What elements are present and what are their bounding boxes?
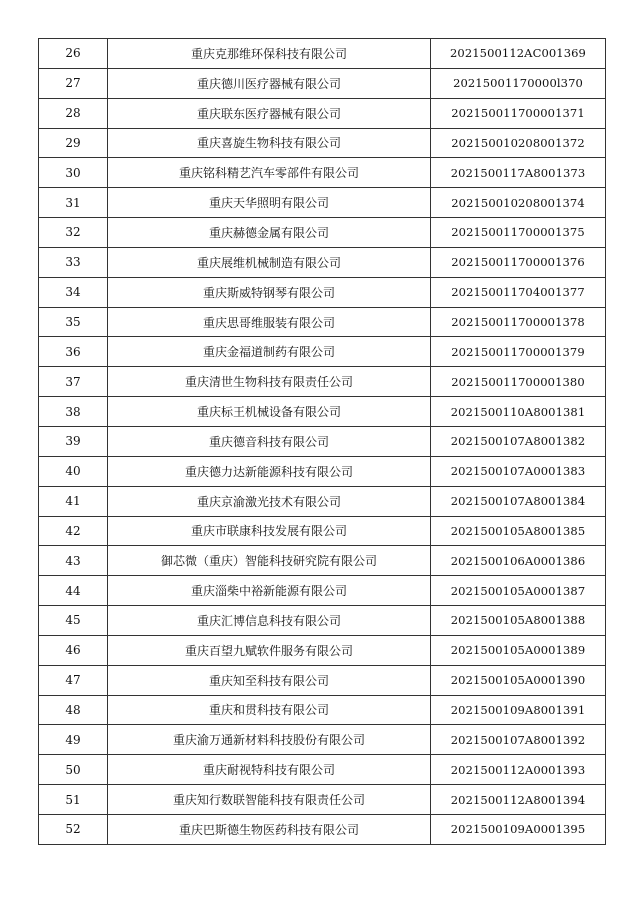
company-name: 重庆德力达新能源科技有限公司 bbox=[108, 456, 431, 486]
table-row bbox=[39, 307, 606, 337]
company-name: 重庆市联康科技发展有限公司 bbox=[108, 516, 431, 546]
row-index: 28 bbox=[39, 98, 108, 128]
table-row bbox=[39, 247, 606, 277]
row-index: 46 bbox=[39, 635, 108, 665]
company-name: 重庆克那维环保科技有限公司 bbox=[108, 39, 431, 69]
row-index: 43 bbox=[39, 546, 108, 576]
registration-code: 2021500105A8001388 bbox=[431, 606, 606, 636]
row-index: 42 bbox=[39, 516, 108, 546]
table-row bbox=[39, 814, 606, 844]
company-name: 重庆淄柴中裕新能源有限公司 bbox=[108, 576, 431, 606]
row-index: 51 bbox=[39, 785, 108, 815]
table-row bbox=[39, 516, 606, 546]
row-index: 30 bbox=[39, 158, 108, 188]
table-row bbox=[39, 576, 606, 606]
table-row bbox=[39, 665, 606, 695]
company-name: 重庆知至科技有限公司 bbox=[108, 665, 431, 695]
registration-code: 202150011700001376 bbox=[431, 247, 606, 277]
registration-code: 2021500117A8001373 bbox=[431, 158, 606, 188]
row-index: 49 bbox=[39, 725, 108, 755]
company-name: 重庆知行数联智能科技有限责任公司 bbox=[108, 785, 431, 815]
company-name: 重庆渝万通新材料科技股份有限公司 bbox=[108, 725, 431, 755]
company-name: 重庆展维机械制造有限公司 bbox=[108, 247, 431, 277]
row-index: 50 bbox=[39, 755, 108, 785]
row-index: 41 bbox=[39, 486, 108, 516]
company-name: 重庆思哥维服装有限公司 bbox=[108, 307, 431, 337]
registration-code: 2021500107A8001382 bbox=[431, 426, 606, 456]
table-row bbox=[39, 158, 606, 188]
row-index: 38 bbox=[39, 397, 108, 427]
registration-code: 2021500107A8001392 bbox=[431, 725, 606, 755]
row-index: 40 bbox=[39, 456, 108, 486]
registration-code: 2021500107A0001383 bbox=[431, 456, 606, 486]
table-row bbox=[39, 39, 606, 69]
table-row bbox=[39, 426, 606, 456]
row-index: 37 bbox=[39, 367, 108, 397]
registration-code: 2021500112A8001394 bbox=[431, 785, 606, 815]
registration-code: 2021500107A8001384 bbox=[431, 486, 606, 516]
registration-code: 2021500106A0001386 bbox=[431, 546, 606, 576]
company-name: 重庆德川医疗器械有限公司 bbox=[108, 68, 431, 98]
company-name: 重庆金福道制药有限公司 bbox=[108, 337, 431, 367]
registration-code: 202150011700001380 bbox=[431, 367, 606, 397]
row-index: 48 bbox=[39, 695, 108, 725]
company-name: 重庆巴斯德生物医药科技有限公司 bbox=[108, 814, 431, 844]
table-row bbox=[39, 785, 606, 815]
row-index: 31 bbox=[39, 188, 108, 218]
row-index: 44 bbox=[39, 576, 108, 606]
table-row bbox=[39, 68, 606, 98]
table-row bbox=[39, 188, 606, 218]
company-name: 重庆铭科精艺汽车零部件有限公司 bbox=[108, 158, 431, 188]
row-index: 26 bbox=[39, 39, 108, 69]
company-name: 重庆德音科技有限公司 bbox=[108, 426, 431, 456]
table-row bbox=[39, 456, 606, 486]
table-row bbox=[39, 98, 606, 128]
table-row bbox=[39, 486, 606, 516]
company-name: 重庆和贯科技有限公司 bbox=[108, 695, 431, 725]
registration-code: 202150011700001378 bbox=[431, 307, 606, 337]
registration-code: 202150011700001371 bbox=[431, 98, 606, 128]
registration-code: 202150011700001379 bbox=[431, 337, 606, 367]
row-index: 39 bbox=[39, 426, 108, 456]
row-index: 45 bbox=[39, 606, 108, 636]
table-row bbox=[39, 725, 606, 755]
company-name: 重庆京渝激光技术有限公司 bbox=[108, 486, 431, 516]
registration-code: 2021500112A0001393 bbox=[431, 755, 606, 785]
company-name: 重庆天华照明有限公司 bbox=[108, 188, 431, 218]
registration-code: 2021500105A0001389 bbox=[431, 635, 606, 665]
registration-code: 2021500110A8001381 bbox=[431, 397, 606, 427]
row-index: 32 bbox=[39, 218, 108, 248]
table-row bbox=[39, 277, 606, 307]
table-row bbox=[39, 695, 606, 725]
company-name: 重庆赫德金属有限公司 bbox=[108, 218, 431, 248]
registration-code: 20215001170000l370 bbox=[431, 68, 606, 98]
table-row bbox=[39, 337, 606, 367]
registration-code: 2021500105A0001390 bbox=[431, 665, 606, 695]
company-name: 重庆汇博信息科技有限公司 bbox=[108, 606, 431, 636]
row-index: 33 bbox=[39, 247, 108, 277]
company-name: 重庆联东医疗器械有限公司 bbox=[108, 98, 431, 128]
row-index: 27 bbox=[39, 68, 108, 98]
company-name: 重庆耐视特科技有限公司 bbox=[108, 755, 431, 785]
registration-code: 202150010208001372 bbox=[431, 128, 606, 158]
registration-code: 2021500105A0001387 bbox=[431, 576, 606, 606]
table-row bbox=[39, 635, 606, 665]
table-row bbox=[39, 128, 606, 158]
registration-code: 2021500112AC001369 bbox=[431, 39, 606, 69]
company-name: 重庆百望九赋软件服务有限公司 bbox=[108, 635, 431, 665]
registration-code: 2021500109A0001395 bbox=[431, 814, 606, 844]
company-registry-table bbox=[38, 38, 606, 845]
company-name: 重庆标王机械设备有限公司 bbox=[108, 397, 431, 427]
registration-code: 202150010208001374 bbox=[431, 188, 606, 218]
table-row bbox=[39, 755, 606, 785]
table-row bbox=[39, 218, 606, 248]
company-name: 重庆斯威特钢琴有限公司 bbox=[108, 277, 431, 307]
row-index: 36 bbox=[39, 337, 108, 367]
registration-code: 2021500105A8001385 bbox=[431, 516, 606, 546]
company-name: 重庆喜旋生物科技有限公司 bbox=[108, 128, 431, 158]
row-index: 35 bbox=[39, 307, 108, 337]
table-row bbox=[39, 546, 606, 576]
table-row bbox=[39, 606, 606, 636]
row-index: 52 bbox=[39, 814, 108, 844]
registration-code: 2021500109A8001391 bbox=[431, 695, 606, 725]
table-body bbox=[39, 39, 606, 845]
row-index: 34 bbox=[39, 277, 108, 307]
registration-code: 202150011700001375 bbox=[431, 218, 606, 248]
registration-code: 202150011704001377 bbox=[431, 277, 606, 307]
table-row bbox=[39, 367, 606, 397]
company-name: 重庆清世生物科技有限责任公司 bbox=[108, 367, 431, 397]
row-index: 47 bbox=[39, 665, 108, 695]
row-index: 29 bbox=[39, 128, 108, 158]
company-name: 御芯微（重庆）智能科技研究院有限公司 bbox=[108, 546, 431, 576]
table-row bbox=[39, 397, 606, 427]
